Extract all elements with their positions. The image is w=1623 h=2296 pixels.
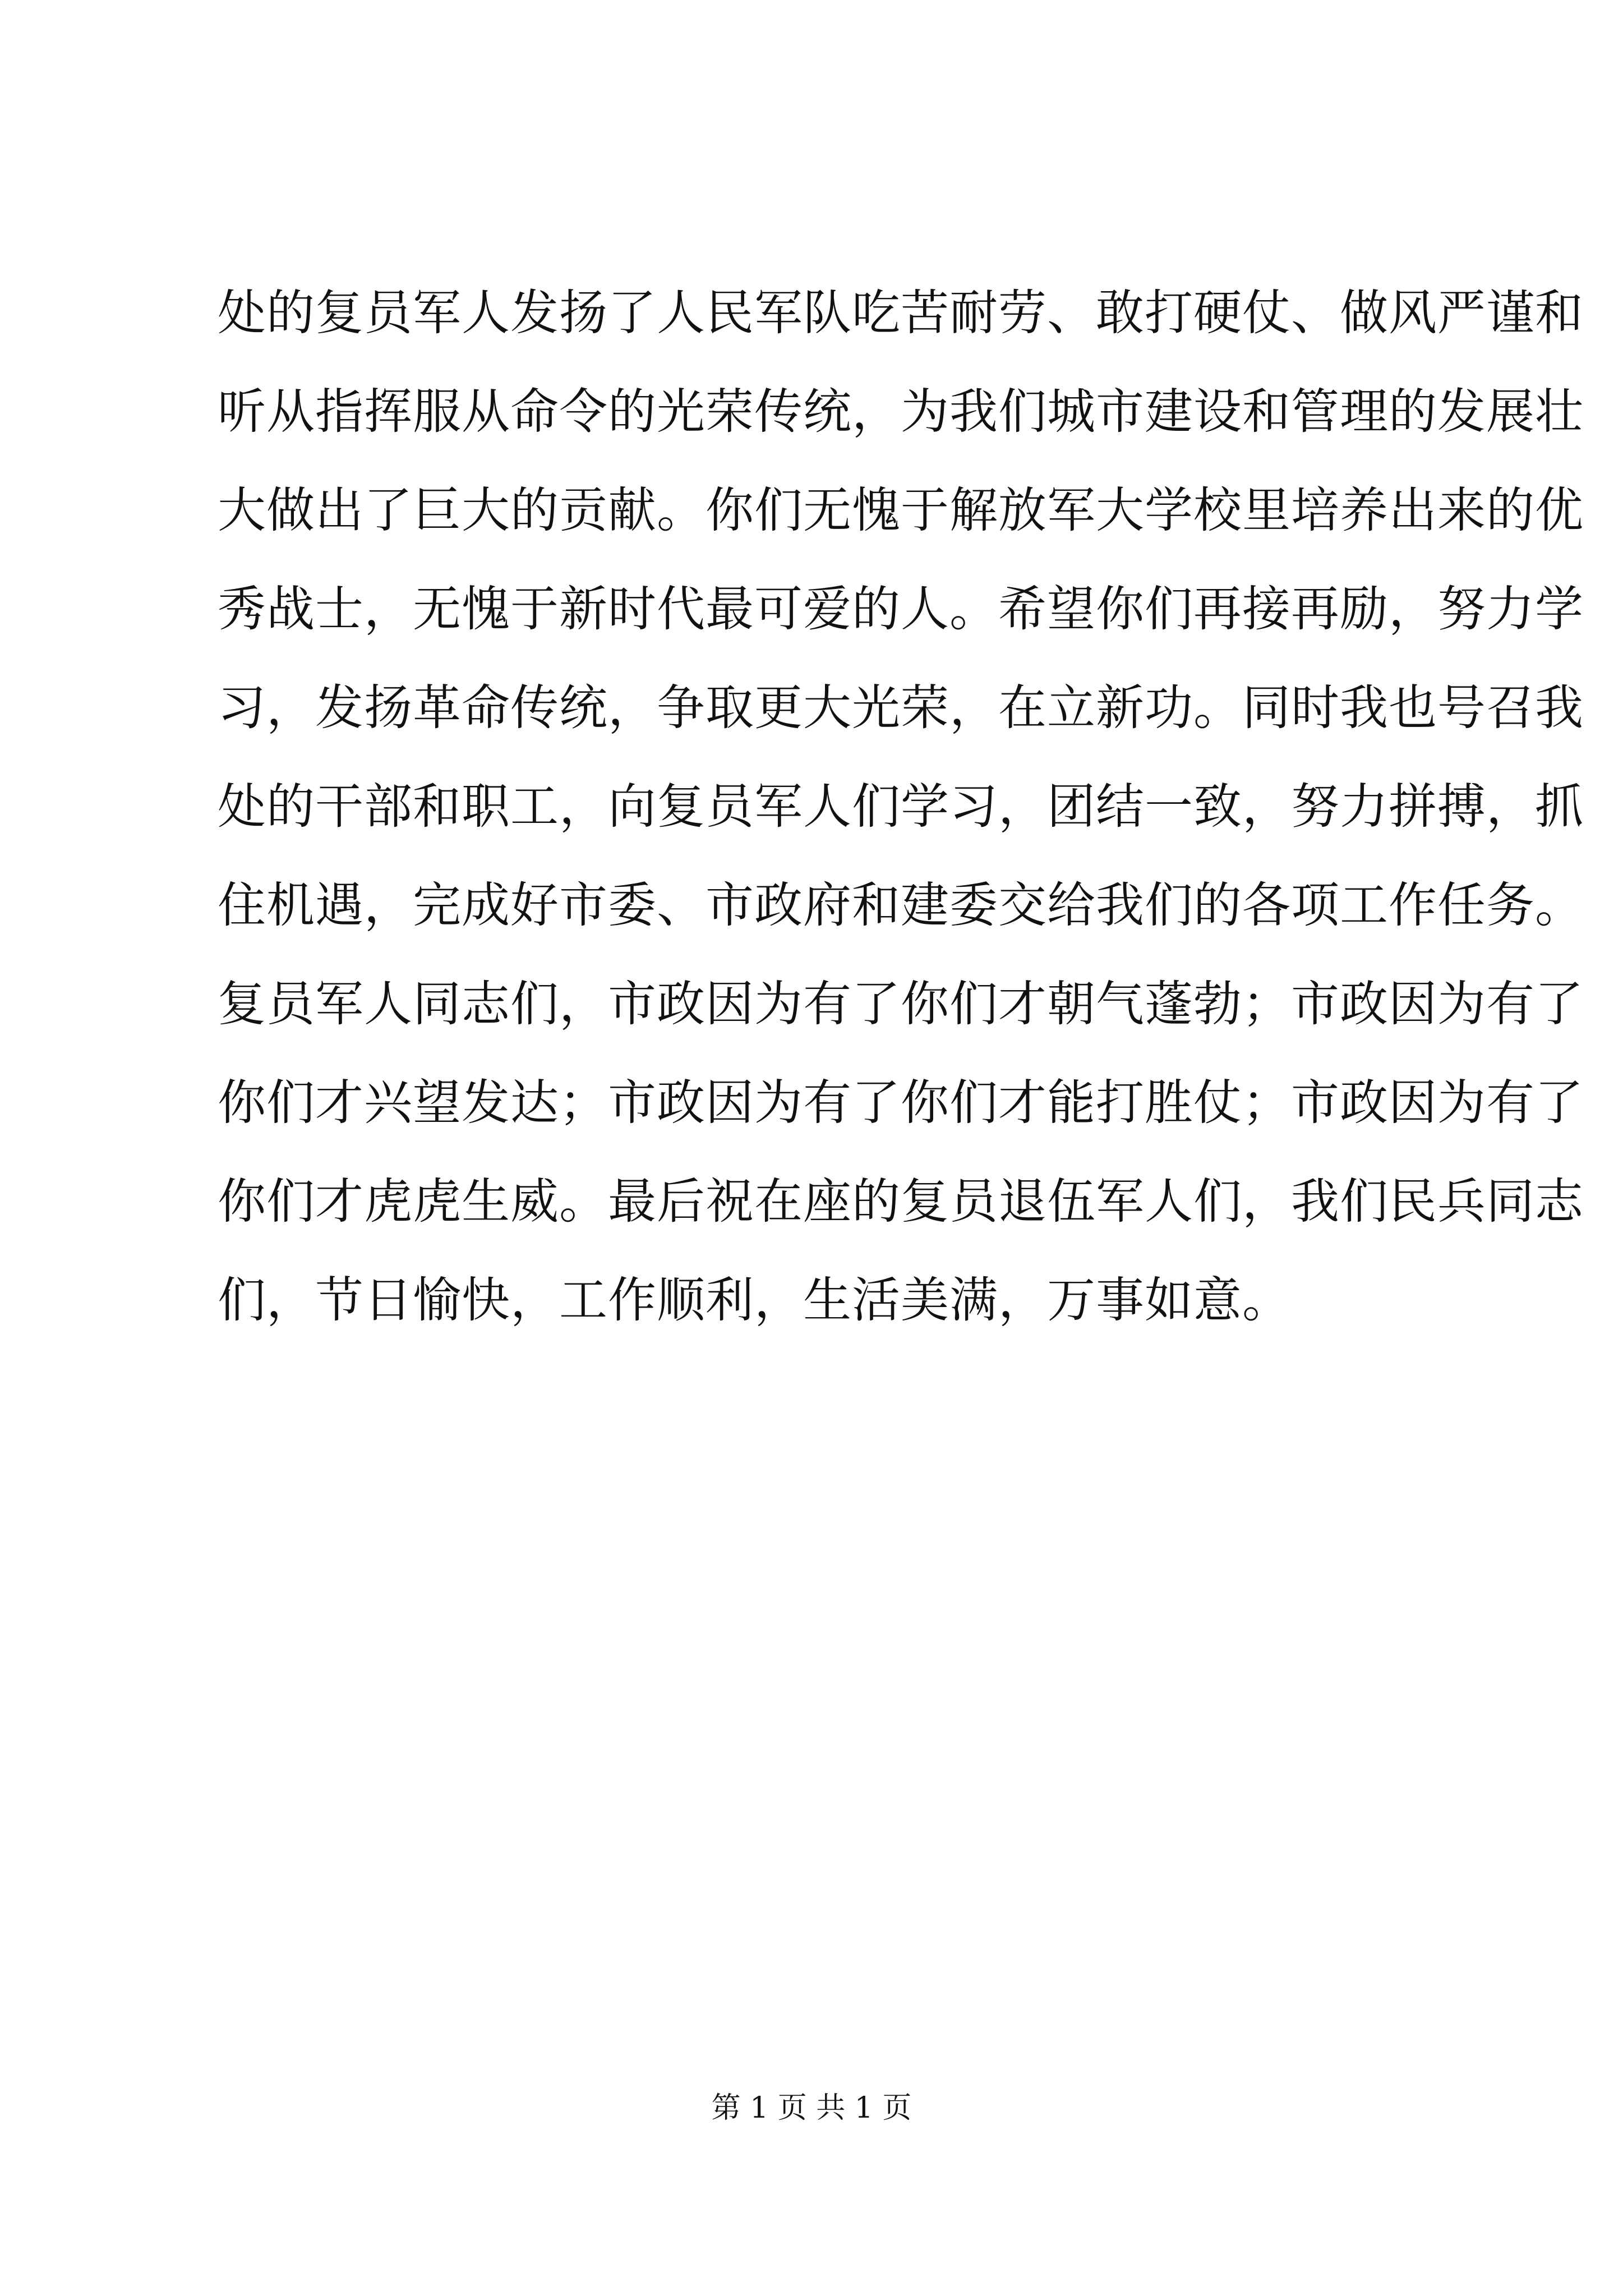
body-text — [218, 264, 1584, 1350]
text-line: 住机遇，完成好市委、市政府和建委交给我们的各项工作任务。 — [218, 877, 1584, 933]
text-line: 处的复员军人发扬了人民军队吃苦耐劳、敢打硬仗、做风严谨和 — [218, 285, 1584, 341]
text-line: 秀战士，无愧于新时代最可爱的人。希望你们再接再励，努力学 — [218, 581, 1584, 637]
text-line: 听从指挥服从命令的光荣传统，为我们城市建设和管理的发展壮 — [218, 384, 1584, 440]
text-line: 你们才兴望发达；市政因为有了你们才能打胜仗；市政因为有了 — [218, 1075, 1584, 1131]
text-line: 们，节日愉快，工作顺利，生活美满，万事如意。 — [218, 1272, 1291, 1328]
text-line: 习，发扬革命传统，争取更大光荣，在立新功。同时我也号召我 — [218, 680, 1584, 736]
text-line: 复员军人同志们，市政因为有了你们才朝气蓬勃；市政因为有了 — [218, 976, 1584, 1032]
text-line: 大做出了巨大的贡献。你们无愧于解放军大学校里培养出来的优 — [218, 482, 1584, 539]
page-footer: 第 1 页 共 1 页 — [711, 2091, 912, 2125]
text-line: 处的干部和职工，向复员军人们学习，团结一致，努力拼搏，抓 — [218, 779, 1584, 835]
text-line: 你们才虎虎生威。最后祝在座的复员退伍军人们，我们民兵同志 — [218, 1174, 1584, 1230]
